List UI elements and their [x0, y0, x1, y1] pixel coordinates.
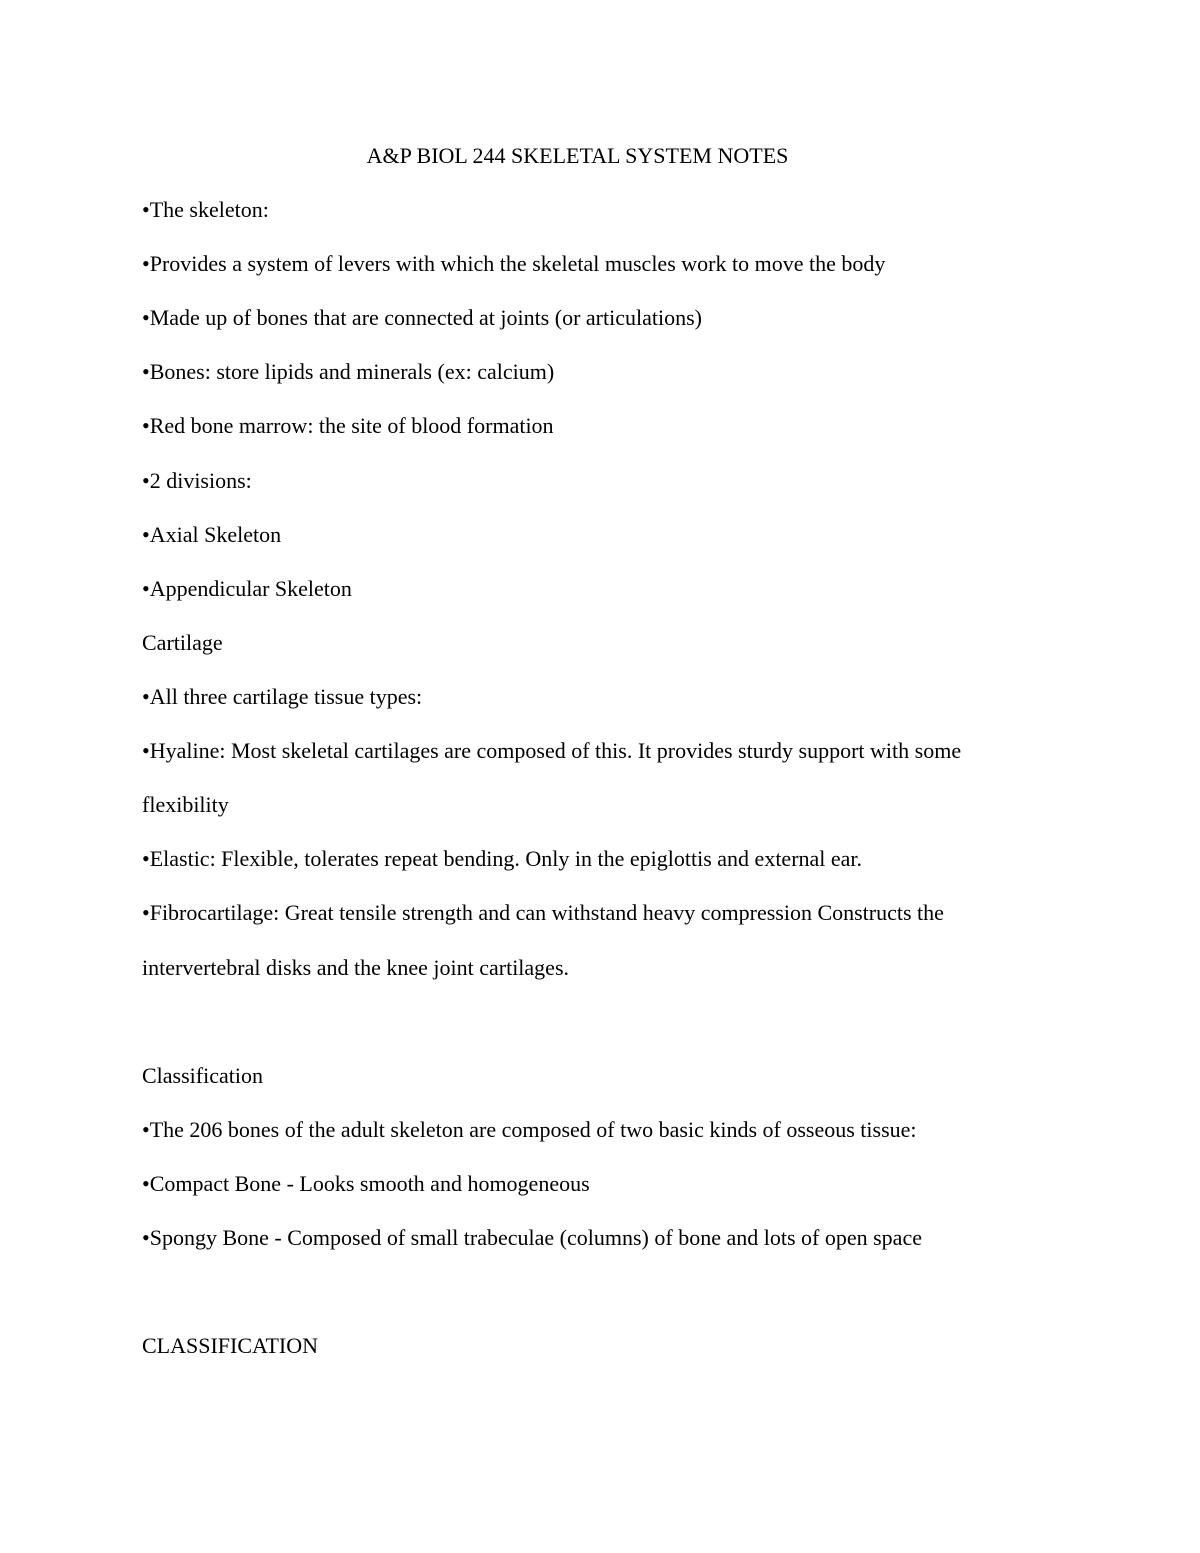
note-line: •Axial Skeleton — [142, 522, 282, 547]
note-line: •2 divisions: — [142, 468, 252, 493]
section-heading-classification-caps: CLASSIFICATION — [142, 1333, 319, 1358]
note-line: •All three cartilage tissue types: — [142, 684, 423, 709]
note-line: •Hyaline: Most skeletal cartilages are composed of this. It provides sturdy support with some — [142, 738, 962, 763]
note-line: flexibility — [142, 792, 229, 817]
note-line: •Compact Bone - Looks smooth and homogeneous — [142, 1171, 590, 1196]
note-line: intervertebral disks and the knee joint cartilages. — [142, 955, 570, 980]
note-line: •Appendicular Skeleton — [142, 576, 352, 601]
document-title: A&P BIOL 244 SKELETAL SYSTEM NOTES — [366, 143, 789, 168]
note-line: •Spongy Bone - Composed of small trabeculae (columns) of bone and lots of open space — [142, 1225, 922, 1250]
note-line: •Fibrocartilage: Great tensile strength and can withstand heavy compression Constructs the — [142, 900, 944, 925]
note-line: •Bones: store lipids and minerals (ex: calcium) — [142, 359, 555, 384]
note-line: •The skeleton: — [142, 197, 269, 222]
note-line: •Made up of bones that are connected at joints (or articulations) — [142, 305, 702, 330]
note-line: •Provides a system of levers with which the skeletal muscles work to move the body — [142, 251, 886, 276]
section-heading-classification: Classification — [142, 1063, 263, 1088]
note-line: •Red bone marrow: the site of blood formation — [142, 413, 554, 438]
section-heading-cartilage: Cartilage — [142, 630, 223, 655]
note-line: •Elastic: Flexible, tolerates repeat bending. Only in the epiglottis and external ear. — [142, 846, 863, 871]
note-line: •The 206 bones of the adult skeleton are composed of two basic kinds of osseous tissue: — [142, 1117, 917, 1142]
